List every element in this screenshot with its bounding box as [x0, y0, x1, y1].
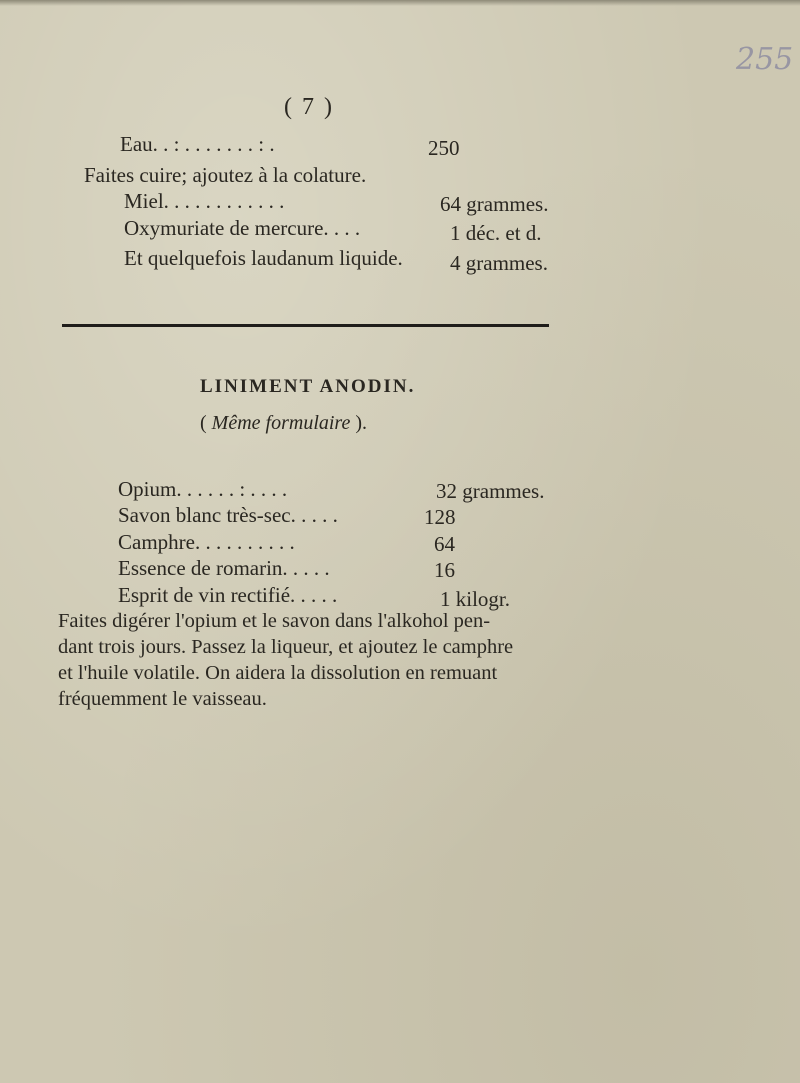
recipe-top-row [120, 132, 275, 157]
recipe-top-value: 1 déc. et d. [450, 221, 542, 245]
recipe-bottom-value: 32 grammes. [436, 479, 545, 503]
paragraph-line: fréquemment le vaisseau. [58, 688, 267, 710]
recipe-top-label: Oxymuriate de mercure. . . . [124, 216, 361, 240]
recipe-bottom-value: 1 kilogr. [440, 587, 511, 611]
recipe-top-value: 4 grammes. [450, 251, 548, 275]
page-edge-shadow [0, 0, 800, 6]
paragraph-line: Faites digérer l'opium et le savon dans l'alkohol pen- [58, 610, 491, 632]
subtitle-suffix: ). [350, 412, 368, 434]
paragraph-line: dant trois jours. Passez la liqueur, et ajoutez le camphre [58, 636, 514, 658]
recipe-bottom-label: Savon blanc très-sec. . . . . [118, 503, 338, 527]
recipe-bottom-value: 64 [434, 532, 455, 556]
recipe-top-label: Et quelquefois laudanum liquide. [124, 246, 403, 270]
recipe-top-label: Eau. . : . . . . . . . : . [120, 132, 275, 156]
page-number: ( 7 ) [284, 94, 334, 120]
handwritten-folio-number: 255 [736, 42, 794, 77]
recipe-bottom-value: 128 [424, 505, 456, 529]
subtitle-prefix: ( [200, 412, 212, 434]
section-divider [62, 324, 549, 327]
recipe-top-label: Miel. . . . . . . . . . . . [124, 189, 285, 213]
paragraph-line: et l'huile volatile. On aidera la dissolution en remuant [58, 662, 498, 684]
recipe-bottom-label: Esprit de vin rectifié. . . . . [118, 583, 338, 607]
instruction-paragraph [58, 608, 546, 712]
recipe-bottom-label: Camphre. . . . . . . . . . [118, 530, 295, 554]
recipe-top-value: 250 [428, 136, 460, 160]
subtitle-italic: Même formulaire [211, 412, 351, 434]
recipe-top-instruction: Faites cuire; ajoutez à la colature. [84, 163, 367, 187]
recipe-bottom-label: Opium. . . . . . : . . . . [118, 477, 288, 501]
recipe-bottom-label: Essence de romarin. . . . . [118, 556, 330, 580]
section-title: LINIMENT ANODIN. [200, 376, 416, 397]
recipe-bottom-value: 16 [434, 558, 455, 582]
recipe-top-value: 64 grammes. [440, 192, 549, 216]
section-subtitle [200, 412, 367, 435]
